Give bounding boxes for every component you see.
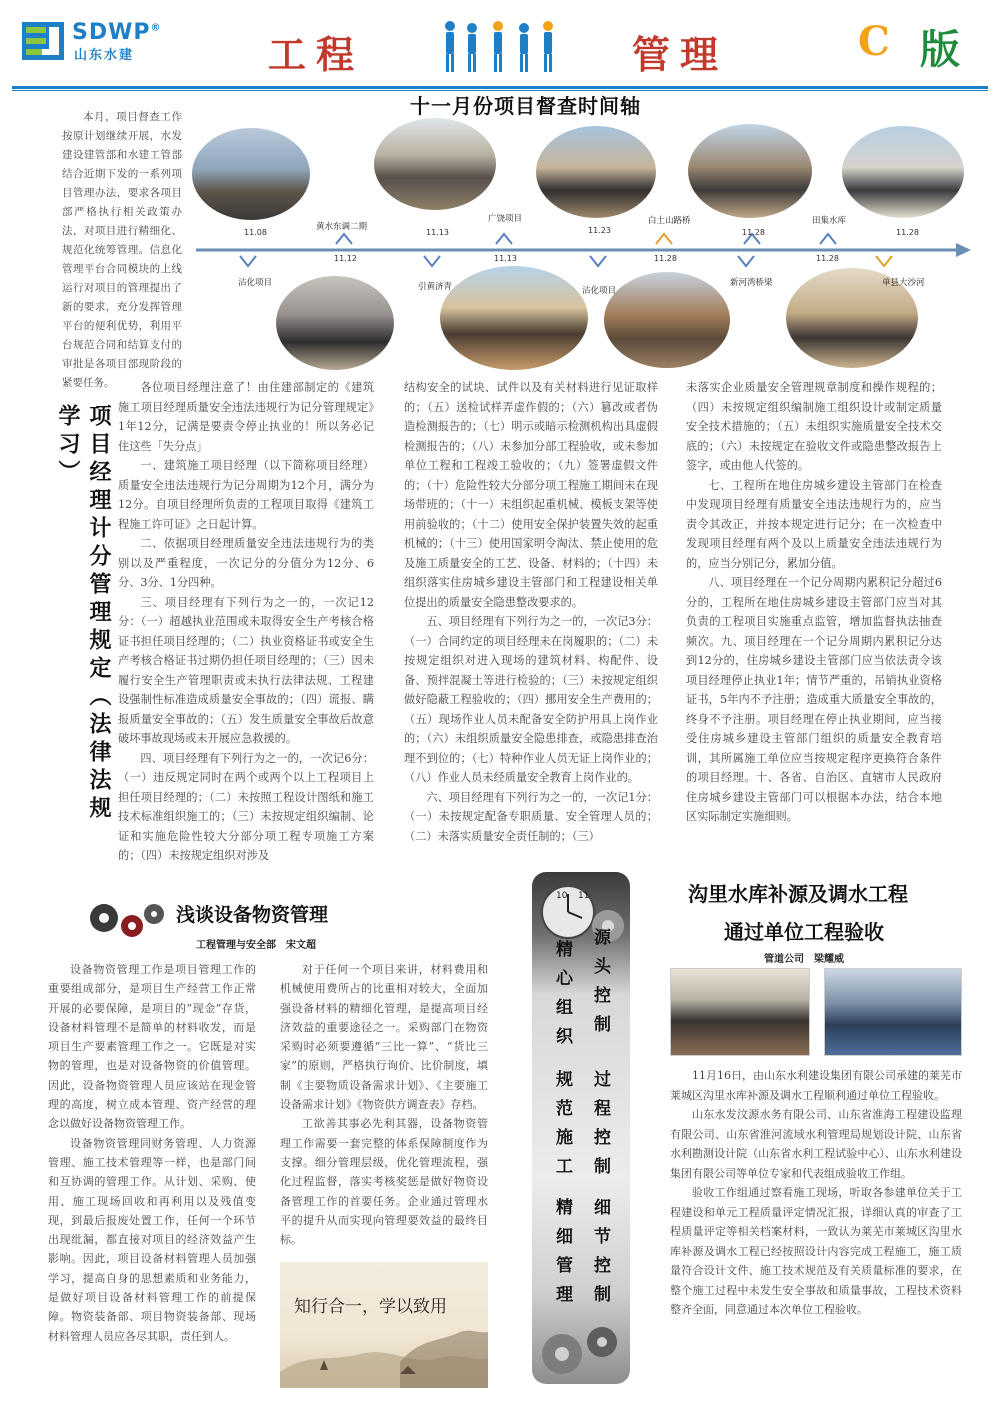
edition-word: 版 (920, 26, 960, 73)
ink-landscape-icon (280, 1262, 488, 1388)
timeline-date: 11.23 (588, 226, 611, 235)
inspection-photo (374, 118, 496, 210)
edition-letter: C (858, 18, 890, 65)
equipment-title: 浅谈设备物资管理 (176, 904, 329, 926)
reservoir-title-line1: 沟里水库补源及调水工程 (688, 882, 908, 906)
gear-cluster-icon (532, 1320, 630, 1384)
reservoir-body: 11月16日，由山东水利建设集团有限公司承建的莱芜市莱城区沟里水库补源及调水工程顺利通过单位工程验收。 山东水发汶源水务有限公司、山东省淮海工程建设监理有限公司、山东省淮河流域水利管理局规划设计院、山东省水利勘测设计院（山东省水利工程试验中心）、山东水利建设集团有限公司等单位专家和代表组成验收工作组。 验收工作组通过察看施工现场，听取各参建单位关于工程建设和单元工程质量评定情况汇报，详细认真的审查了工程质量评定等相关档案材料，一致认为莱芜市莱城区沟里水库补源及调水工程已经按照设计内容完成工程施工，施工质量符合设计文件、施工技术规范及有关质量标准的要求，在整个施工过程中未发生安全事故和质量事故，工程技术资料整齐全面，同意通过本次单位工程验收。 (670, 1069, 962, 1316)
page-header (0, 0, 1000, 85)
workers-silhouette-icon (440, 18, 560, 76)
rules-column-2: 结构安全的试块、试件以及有关材料进行见证取样的；（五）送检试样弄虚作假的；（六）篡改或者伪造检测报告的；（七）明示或暗示检测机构出具虚假检测报告的；（八）未参加分部工程验收，或未参加单位工程和工程竣工验收的；（九）签署虚假文件的；（十）危险性较大分部分项工程施工期间未在现场带班的；（十一）未组织起重机械、模板支架等使用前验收的；（十二）使用安全保护装置失效的起重机械的；（十三）使用国家明令淘汰、禁止使用的危及施工质量安全的工艺、设备、材料的；（十四）未组织落实住房城乡建设主管部门和工程建设相关单位提出的质量安全隐患整改要求的。 五、项目经理有下列行为之一的，一次记3分：（一）合同约定的项目经理未在岗履职的；（二）未按规定组织对进入现场的建筑材料、构配件、设备、预拌混凝土等进行检验的；（三）未按规定组织做好隐蔽工程验收的；（四）挪用安全生产费用的；（五）现场作业人员未配备安全防护用具上岗作业的；（六）未组织质量安全隐患排查，或隐患排查治理不到位的；（七）特种作业人员无证上岗作业的；（八）作业人员未经质量安全教育上岗作业的。 六、项目经理有下列行为之一的，一次记1分：（一）未按规定配备专职质量、安全管理人员的；（二）未落实质量安全责任制的；（三） (404, 381, 658, 843)
motto-text: 知行合一，学以致用 (294, 1297, 447, 1317)
timeline-project-label: 新河湾桥梁 (730, 278, 773, 288)
timeline-date: 11.28 (654, 254, 677, 263)
inspection-photo (604, 272, 730, 368)
slogan-line: 过程控制 (590, 1070, 610, 1186)
slogan-line: 细节控制 (590, 1198, 610, 1314)
timeline-date: 11.13 (494, 254, 517, 263)
inspection-photo (842, 126, 964, 218)
acceptance-meeting-photo (670, 968, 810, 1056)
clock-gears-icon (532, 872, 630, 952)
timeline-intro: 本月，项目督查工作按原计划继续开展，水发建设建管部和水建工管部结合近期下发的一系列项目管理办法，要求各项目部严格执行相关政策办法，对项目进行精细化、规范化统筹管理。信息化管理平台合同模块的上线运行对项目的管理提出了新的要求，充分发挥管理平台的便利优势，利用平台规范合同和结算支付的审批是各项目部现阶段的紧要任务。 (62, 111, 182, 389)
gears-icon (82, 898, 170, 944)
equipment-column-1: 设备物资管理工作是项目管理工作的重要组成部分，是项目生产经营工作正常开展的必要保障，是项目的“现金”存货，设备材料管理不是简单的材料收发，而是项目生产要素管理工作之一。它既是对实物的管理，也是对设备物资的价值管理。因此，设备物资管理人员应该站在现金管理的高度，树立成本管理、资产经营的理念以做好设备物资管理工作。 设备物资管理同财务管理、人力资源管理、施工技术管理等一样，也是部门间和互协调的管理工作。从计划、采购、使用、施工现场回收和再利用以及残值变现，到最后报废处置工作，任何一个环节出现纰漏，都直接对项目的经济效益产生影响。因此，项目设备材料管理人员加强学习，提高自身的思想素质和业务能力，是做好项目设备材料管理工作的前提保障。物资装备部、项目物资装备部、现场材料管理人员应各尽其职，责任到人。 (48, 963, 256, 1343)
site-inspection-photo (824, 968, 962, 1056)
reservoir-title-line2: 通过单位工程验收 (724, 920, 884, 944)
rules-column-1: 各位项目经理注意了！由住建部制定的《建筑施工项目经理质量安全违法违规行为记分管理规定》1年12分，记满是要责令停止执业的！所以务必记住这些「失分点」 一、建筑施工项目经理（以下简称项目经理）质量安全违法违规行为记分周期为12个月，满分为12分。自项目经理所负责的工程项目取得《建筑工程施工许可证》之日起计算。 二、依据项目经理质量安全违法违规行为的类别以及严重程度，一次记分的分值分为12分、6分、3分、1分四种。 三、项目经理有下列行为之一的，一次记12分：（一）超越执业范围或未取得安全生产考核合格证书担任项目经理的；（二）执业资格证书或安全生产考核合格证书过期仍担任项目经理的；（三）因未履行安全生产管理职责或未执行法律法规、工程建设强制性标准造成质量安全事故的；（四）谎报、瞒报质量安全事故的；（五）发生质量安全事故后故意破坏事故现场或未开展应急救援的。 四、项目经理有下列行为之一的，一次记6分：（一）违反规定同时在两个或两个以上工程项目上担任项目经理的；（二）未按照工程设计图纸和施工技术标准组织施工的；（三）未按规定组织编制、论证和实施危险性较大分部分项工程专项施工方案的；（四）未按规定组织对涉及 (118, 381, 374, 862)
logo-text-en: SDWP® (72, 20, 162, 45)
reservoir-byline: 管道公司 梁耀威 (764, 954, 844, 965)
slogan-banner (532, 872, 630, 1384)
inspection-photo (276, 276, 394, 370)
slogan-line: 源头控制 (590, 928, 610, 1044)
svg-text:11: 11 (578, 891, 590, 901)
inspection-photo (192, 128, 310, 220)
timeline-project-label: 黄水东调二期 (316, 222, 368, 232)
timeline-project-label: 白土山路桥 (648, 216, 691, 226)
timeline-title: 十一月份项目督查时间轴 (410, 94, 641, 118)
timeline-date: 11.12 (334, 254, 357, 263)
slogan-line: 精心组织 (552, 940, 572, 1056)
timeline-date: 11.28 (896, 228, 919, 237)
header-word-engineering: 工程 (268, 32, 365, 77)
equipment-column-2: 对于任何一个项目来讲，材料费用和机械使用费所占的比重相对较大，全面加强设备材料的精细化管理，是提高项目经济效益的重要途径之一。采购部门在物资采购时必须要遵循“三比一算”、“货比三家”的原则，严格执行询价、比价制度，填制《主要物质设备需求计划》、《主要施工设备需求计划》《物资供方调查表》存档。 工欲善其事必先利其器，设备物资管理工作需要一套完整的体系保障制度作为支撑。细分管理层级，优化管理流程，强化过程监督，落实考核奖惩是做好物资设备管理工作的首要任务。企业通过管理水平的提升从而实现向管理要效益的最终目标。 (280, 963, 488, 1247)
logo-text-cn: 山东水建 (74, 48, 135, 63)
timeline-project-label: 单县大沙河 (882, 278, 925, 288)
timeline-project-label: 引黄济青 (418, 282, 453, 292)
sdwp-logo-icon (22, 22, 64, 60)
svg-text:10: 10 (556, 891, 568, 901)
timeline-axis (196, 228, 972, 274)
timeline-project-label: 田集水库 (812, 216, 847, 226)
slogan-line: 规范施工 (552, 1070, 572, 1186)
inspection-photo (688, 124, 812, 218)
header-word-management: 管理 (632, 32, 729, 77)
inspection-photo (440, 266, 588, 370)
slogan-line: 精细管理 (552, 1198, 572, 1314)
timeline-date: 11.13 (426, 228, 449, 237)
header-divider (12, 86, 988, 89)
timeline-date: 11.28 (816, 254, 839, 263)
timeline-project-label: 沾化项目 (238, 278, 273, 288)
timeline-date: 11.08 (244, 228, 267, 237)
rules-column-3: 未落实企业质量安全管理规章制度和操作规程的；（四）未按规定组织编制施工组织设计或制定质量安全技术措施的；（五）未组织实施质量安全技术交底的；（六）未按规定在验收文件或隐患整改报告上签字，或由他人代签的。 七、工程所在地住房城乡建设主管部门在检查中发现项目经理有质量安全违法违规行为的，应当责令其改正，并按本规定进行记分；在一次检查中发现项目经理有两个及以上质量安全违法违规行为的，应当分别记分，累加分值。 八、项目经理在一个记分周期内累积记分超过6分的，工程所在地住房城乡建设主管部门应当对其负责的工程项目实施重点监管，增加监督执法抽查频次。九、项目经理在一个记分周期内累积记分达到12分的，住房城乡建设主管部门应当依法责令该项目经理停止执业1年；情节严重的，吊销执业资格证书，5年内不予注册；造成重大质量安全事故的，终身不予注册。项目经理在停止执业期间，应当接受住房城乡建设主管部门组织的质量安全教育培训，其所属施工单位应当按规定程序更换符合条件的项目经理。十、各省、自治区、直辖市人民政府住房城乡建设主管部门可以根据本办法，结合本地区实际制定实施细则。 (686, 381, 942, 823)
equipment-byline: 工程管理与安全部 宋文超 (196, 940, 316, 951)
timeline-date: 11.28 (742, 228, 765, 237)
timeline-project-label: 广饶项目 (488, 214, 523, 224)
rules-side-title: 项目经理计分管理规定（法律法规学习） (55, 404, 111, 824)
timeline-project-label: 沾化项目 (582, 286, 617, 296)
inspection-photo (536, 126, 656, 218)
motto-painting (280, 1262, 488, 1388)
